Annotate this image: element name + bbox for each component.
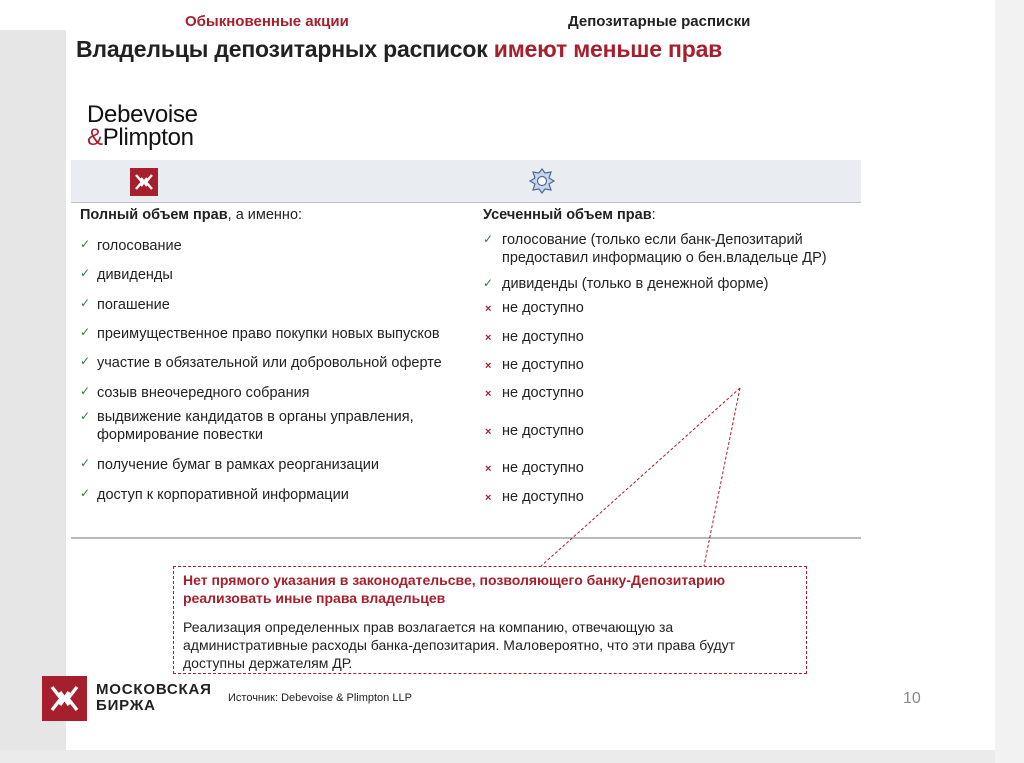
source-note: Источник: Debevoise & Plimpton LLP (228, 692, 412, 704)
check-icon: ✓ (80, 384, 91, 398)
not-available-text: не доступно (502, 489, 584, 505)
cross-icon: × (485, 463, 492, 475)
check-icon: ✓ (483, 232, 494, 246)
left-intro-bold: Полный объем прав (80, 207, 228, 223)
check-icon: ✓ (483, 276, 494, 290)
cross-icon: × (485, 360, 492, 372)
right-item: дивиденды (только в денежной форме) (502, 276, 769, 292)
left-item: голосование (97, 238, 182, 254)
page-number: 10 (903, 690, 921, 707)
not-available-text: не доступно (502, 423, 584, 439)
left-item: доступ к корпоративной информации (97, 487, 349, 503)
right-item: голосование (только если банк-Депозитарий предоставил информацию о бен.владельце ДР) (502, 232, 827, 266)
not-available-text: не доступно (502, 357, 584, 373)
cross-icon: × (485, 492, 492, 504)
check-icon: ✓ (80, 325, 91, 339)
not-available-text: не доступно (502, 460, 584, 476)
exchange-line1: МОСКОВСКАЯ (96, 681, 212, 698)
moscow-exchange-name (96, 682, 212, 714)
left-item: получение бумаг в рамках реорганизации (97, 457, 379, 473)
moex-logo-icon (42, 676, 87, 721)
check-icon: ✓ (80, 456, 91, 470)
cross-icon: × (485, 426, 492, 438)
right-column-header: Депозитарные расписки (568, 13, 751, 30)
check-icon: ✓ (80, 237, 91, 251)
not-available-text: не доступно (502, 329, 584, 345)
check-icon: ✓ (80, 354, 91, 368)
left-item: выдвижение кандидатов в органы управления, формирование повестки (97, 409, 414, 443)
not-available-text: не доступно (502, 300, 584, 316)
exchange-line2: БИРЖА (96, 697, 156, 714)
check-icon: ✓ (80, 409, 91, 423)
left-item: созыв внеочередного собрания (97, 385, 310, 401)
right-intro-bold: Усеченный объем прав (483, 207, 652, 223)
left-column-header: Обыкновенные акции (185, 13, 349, 30)
left-item: преимущественное право покупки новых выпусков (97, 326, 440, 342)
left-item: дивиденды (97, 267, 173, 283)
cross-icon: × (485, 303, 492, 315)
brand-ampersand: & (87, 124, 103, 151)
brand-line1: Debevoise (87, 101, 198, 128)
left-intro-rest: , а именно: (227, 207, 303, 223)
cross-icon: × (485, 388, 492, 400)
check-icon: ✓ (80, 266, 91, 280)
brand-line2: Plimpton (102, 124, 194, 151)
right-intro-rest: : (651, 207, 656, 223)
not-available-text: не доступно (502, 385, 584, 401)
title-accent: имеют меньше прав (493, 36, 723, 62)
title-main: Владельцы депозитарных расписок (76, 36, 494, 62)
cross-icon: × (485, 332, 492, 344)
left-item: участие в обязательной или добровольной оферте (97, 355, 442, 371)
left-item: погашение (97, 297, 170, 313)
callout-title: Нет прямого указания в законодательсве, позволяющего банку-Депозитарию реализовать иные права владельцев (183, 572, 726, 606)
check-icon: ✓ (80, 296, 91, 310)
check-icon: ✓ (80, 486, 91, 500)
callout-body: Реализация определенных прав возлагается на компанию, отвечающую за административные расходы банка-депозитария. Маловероятно, что эти права будут доступны держателям ДР. (183, 619, 736, 671)
